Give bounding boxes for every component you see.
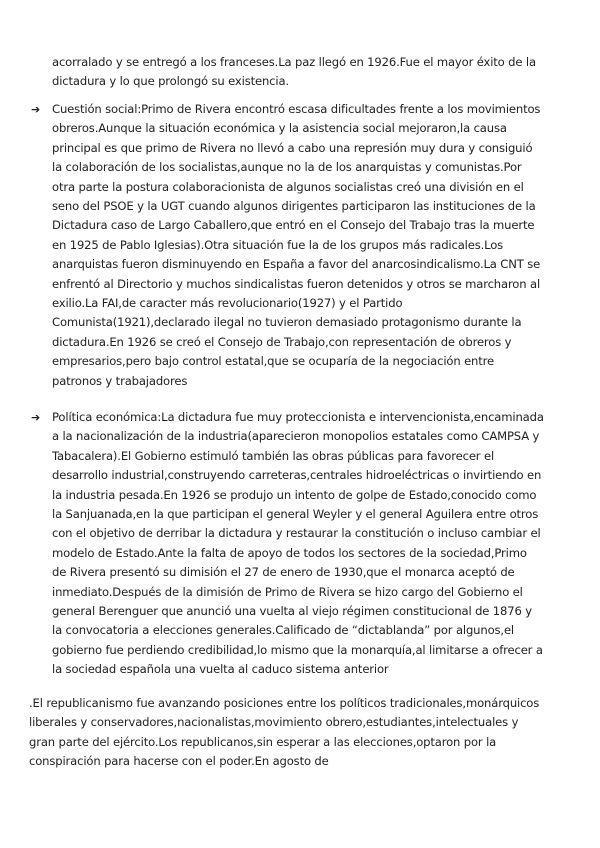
bullet-text: Política económica:La dictadura fue muy proteccionista e intervencionista,encaminada a la nacionalización de la industria(aparecieron monopolios estatales como CAMPSA y Tabacalera).El Gobierno estimuló también las obras públicas para favorecer el desarrollo industrial,construyendo carreteras,centrales hidroeléctricas o invirtiendo en la industria pesada.En 1926 se produjo un intento de golpe de Estado,conocido como la Sanjuanada,en la que participan el general Weyler y el general Aguilera entre otros con el objetivo de derribar la dictadura y restaurar la constitución o incluso cambiar el modelo de Estado.Ante la falta de apoyo de todos los sectores de la sociedad,Primo de Rivera presentó su dimisión el 27 de enero de 1930,que el monarca aceptó de inmediato.Después de la dimisión de Primo de Rivera se hizo cargo del Gobierno el general Berenguer que anunció una vuelta al viejo régimen constitucional de 1876 y la convocatoria a elecciones generales.Calificado de “dictablanda” por algunos,el gobierno fue perdiendo credibilidad,lo mismo que la monarquía,al limitarse a ofrecer a la sociedad española una vuelta al caduco sistema anterior (52, 410, 544, 677)
arrow-bullet-icon: ➔ (31, 411, 41, 424)
bullet-text: Cuestión social:Primo de Rivera encontró escasa dificultades frente a los movimientos obreros.Aunque la situación económica y la asistencia social mejoraron,la causa principal es que primo de Rivera no llevó a cabo una represión muy dura y consiguió la colaboración de los socialistas,aunque no la de los anarquistas y comunistas.Por otra parte la postura colaboracionista de algunos socialistas creó una división en el seno del PSOE y la UGT cuando algunos dirigentes participaron las instituciones de la Dictadura caso de Largo Caballero,que entró en el Consejo del Trabajo tras la muerte en 1925 de Pablo Iglesias).Otra situación fue la de los grupos más radicales.Los anarquistas fueron disminuyendo en España a favor del anarcosindicalismo.La CNT se enfrentó al Directorio y muchos sindicalistas fueron detenidos y otros se marcharon al exilio.La FAI,de caracter más revolucionario(1927) y el Partido Comunista(1921),declarado ilegal no tuvieron demasiado protagonismo durante la dictadura.En 1926 se creó el Consejo de Trabajo,con representación de obreros y empresarios,pero bajo control estatal,que se ocuparía de la negociación entre patronos y trabajadores (52, 102, 541, 388)
arrow-bullet-icon: ➔ (31, 103, 41, 116)
bullet-social-question (31, 100, 544, 391)
bullet-economic-policy (31, 408, 544, 680)
closing-paragraph: .El republicanismo fue avanzando posiciones entre los políticos tradicionales,monárquicos liberales y conservadores,nacionalistas,movimiento obrero,estudiantes,intelectuales y gran parte del ejército.Los republicanos,sin esperar a las elecciones,optaron por la conspiración para hacerse con el poder.En agosto de (29, 696, 540, 769)
continuation-paragraph: acorralado y se entregó a los franceses.La paz llegó en 1926.Fue el mayor éxito de la dictadura y lo que prolongó su existencia. (52, 55, 536, 89)
